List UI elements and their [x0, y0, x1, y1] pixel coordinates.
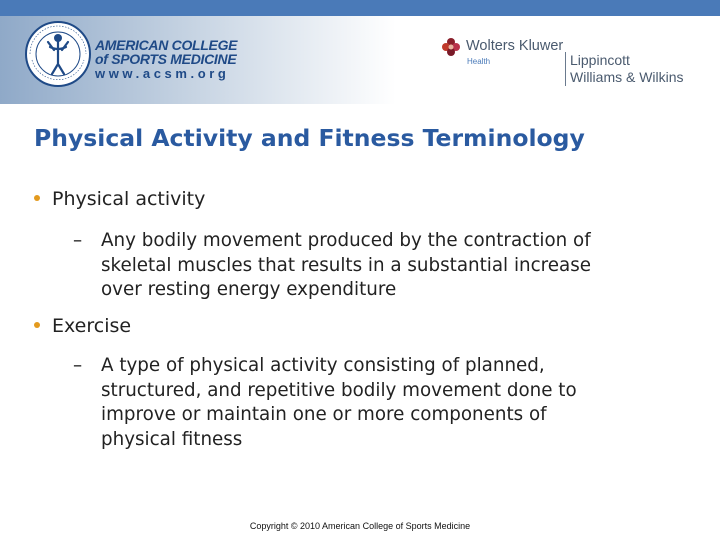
sub-bullet-line: skeletal muscles that results in a substantial increase	[101, 254, 591, 276]
dash-marker-icon: –	[73, 230, 83, 251]
lww-line1: Lippincott	[570, 52, 630, 68]
dash-marker-icon: –	[73, 355, 83, 376]
acsm-seal-logo	[24, 20, 92, 88]
sub-bullet-line: structured, and repetitive bodily movement done to	[101, 379, 577, 401]
bullet-label: Physical activity	[52, 188, 206, 210]
sub-bullet-line: over resting energy expenditure	[101, 279, 397, 300]
sub-bullet-line: A type of physical activity consisting of planned,	[101, 355, 545, 376]
acsm-name-line1: AMERICAN COLLEGE	[95, 37, 238, 53]
wolters-kluwer-name: Wolters Kluwer	[466, 38, 564, 54]
lww-line2: Williams & Wilkins	[570, 69, 684, 85]
bullet-dot-icon	[34, 322, 40, 328]
copyright-footer: Copyright © 2010 American College of Sports Medicine	[249, 521, 471, 531]
wolters-kluwer-health: Health	[467, 57, 491, 66]
publisher-divider	[565, 52, 566, 86]
sub-bullet-line: Any bodily movement produced by the contraction of	[101, 230, 591, 251]
bullet-label: Exercise	[52, 315, 132, 337]
sub-bullet-line: physical fitness	[101, 428, 243, 450]
acsm-url: www.acsm.org	[95, 66, 230, 81]
wolters-kluwer-icon	[440, 36, 462, 58]
acsm-name-line2: of SPORTS MEDICINE	[95, 51, 237, 67]
top-color-bar	[0, 0, 720, 16]
lww-imprint	[570, 52, 684, 86]
slide-title: Physical Activity and Fitness Terminology	[34, 124, 585, 152]
acsm-wordmark	[95, 38, 237, 82]
bullet-item	[34, 315, 131, 337]
bullet-dot-icon	[34, 195, 40, 201]
sub-bullet-line: improve or maintain one or more components of	[101, 404, 547, 425]
bullet-item	[34, 188, 205, 210]
slide-header	[0, 16, 720, 104]
